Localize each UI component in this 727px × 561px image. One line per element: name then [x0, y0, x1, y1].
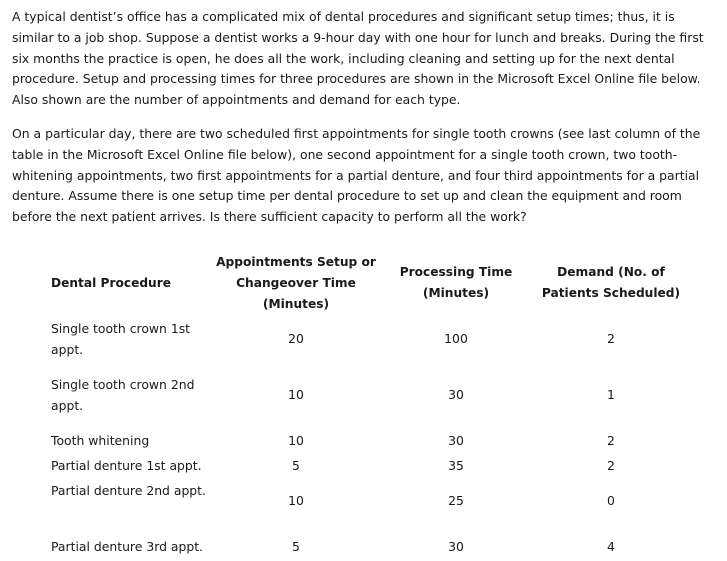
table-row	[38, 480, 691, 536]
header-processing: Processing Time (Minutes)	[399, 265, 513, 300]
cell-processing: 100	[444, 331, 468, 346]
cell-procedure: Single tooth crown 2nd appt.	[51, 377, 195, 413]
cell-demand: 4	[607, 539, 615, 554]
cell-demand: 2	[607, 458, 615, 473]
cell-setup: 5	[292, 458, 300, 473]
cell-procedure: Single tooth crown 1st appt.	[51, 321, 191, 357]
table-row	[38, 374, 691, 430]
cell-demand: 1	[607, 387, 615, 402]
cell-processing: 25	[448, 493, 464, 508]
cell-demand: 2	[607, 433, 615, 448]
cell-procedure: Partial denture 1st appt.	[51, 458, 202, 473]
cell-processing: 30	[448, 387, 464, 402]
cell-processing: 35	[448, 458, 464, 473]
cell-demand: 2	[607, 331, 615, 346]
cell-processing: 30	[448, 433, 464, 448]
cell-setup: 5	[292, 539, 300, 554]
cell-procedure: Partial denture 3rd appt.	[51, 539, 203, 554]
cell-procedure: Tooth whitening	[51, 433, 150, 448]
header-setup: Appointments Setup or Changeover Time (Minutes)	[216, 254, 376, 311]
cell-setup: 10	[288, 433, 304, 448]
table-row	[38, 430, 691, 455]
intro-paragraph: A typical dentist’s office has a complicated mix of dental procedures and significant setup times; thus, it is similar to a job shop. Suppose a dentist works a 9-hour day with one hour for lunch and breaks. During the first six months the practice is open, he does all the work, including cleaning and setting up for the next dental procedure. Setup and processing times for three procedures are shown in the Microsoft Excel Online file below. Also shown are the number of appointments and demand for each type.	[12, 9, 704, 108]
procedure-table	[38, 248, 691, 561]
question-paragraph: On a particular day, there are two scheduled first appointments for single tooth crowns (see last column of the table in the Microsoft Excel Online file below), one second appointment for a single tooth crown, two tooth-whitening appointments, two first appointments for a partial denture, and four third appointments for a partial denture. Assume there is one setup time per dental procedure to set up and clean the equipment and room before the next patient arrives. Is there sufficient capacity to perform all the work?	[12, 126, 701, 225]
table-row	[38, 536, 691, 561]
table-header-row	[38, 248, 691, 318]
table-row	[38, 318, 691, 374]
cell-demand: 0	[607, 493, 615, 508]
header-demand: Demand (No. of Patients Scheduled)	[541, 265, 681, 300]
cell-setup: 10	[288, 387, 304, 402]
cell-procedure: Partial denture 2nd appt.	[51, 483, 206, 498]
cell-setup: 20	[288, 331, 304, 346]
cell-setup: 10	[288, 493, 304, 508]
header-procedure: Dental Procedure	[51, 275, 172, 290]
cell-processing: 30	[448, 539, 464, 554]
table-row	[38, 455, 691, 480]
